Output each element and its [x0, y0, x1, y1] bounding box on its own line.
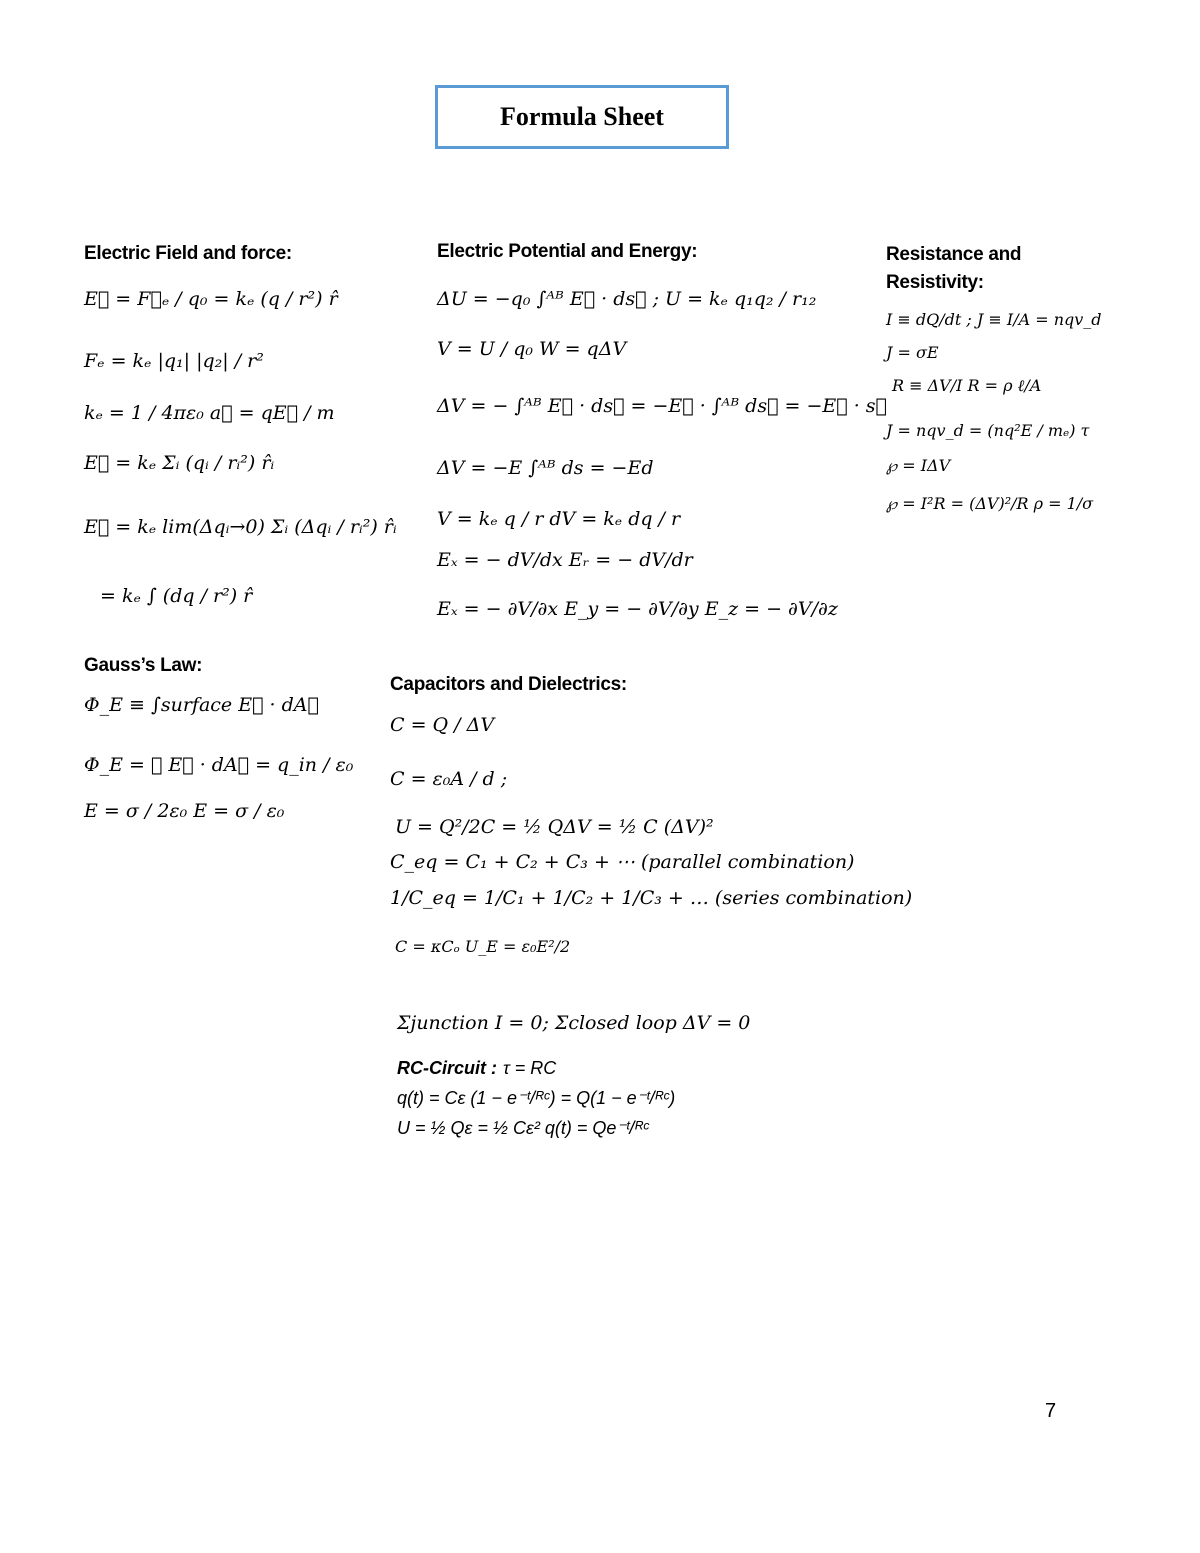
capacitors-line-4: C_eq = C₁ + C₂ + C₃ + ⋯ (parallel combination) [390, 851, 855, 873]
field-line-4: E⃗ = kₑ Σᵢ (qᵢ / rᵢ²) r̂ᵢ [84, 452, 275, 474]
potential-line-3: ΔV = − ∫ᴬᴮ E⃗ · ds⃗ = −E⃗ · ∫ᴬᴮ ds⃗ = −E⃗ · s⃗ [437, 395, 887, 417]
potential-line-5: V = kₑ q / r dV = kₑ dq / r [437, 508, 681, 530]
resistance-line-1: I ≡ dQ/dt ; J ≡ I/A = nqv_d [886, 310, 1102, 329]
potential-line-2: V = U / q₀ W = qΔV [437, 338, 627, 360]
field-line-2: Fₑ = kₑ |q₁| |q₂| / r² [84, 350, 264, 372]
title-box [435, 85, 729, 149]
circuits-line-1: Σjunction I = 0; Σclosed loop ΔV = 0 [397, 1012, 751, 1034]
field-line-1: E⃗ = F⃗ₑ / q₀ = kₑ (q / r²) r̂ [84, 288, 338, 310]
field-line-5: E⃗ = kₑ lim(Δqᵢ→0) Σᵢ (Δqᵢ / rᵢ²) r̂ᵢ [84, 516, 397, 538]
rc-tau: τ = RC [503, 1058, 557, 1078]
rc-energy: U = ½ Qε = ½ Cε² q(t) = Qe⁻ᵗ/ᴿᶜ [397, 1118, 650, 1138]
gauss-line-1: Φ_E ≡ ∫surface E⃗ · dA⃗ [84, 694, 319, 716]
capacitors-heading: Capacitors and Dielectrics: [390, 674, 627, 695]
capacitors-line-1: C = Q / ΔV [390, 714, 495, 736]
potential-line-1: ΔU = −q₀ ∫ᴬᴮ E⃗ · ds⃗ ; U = kₑ q₁q₂ / r₁₂ [437, 288, 817, 310]
resistance-line-4: J = nqv_d = (nq²E / mₑ) τ [886, 421, 1090, 440]
page-title: Formula Sheet [500, 102, 664, 131]
capacitors-line-2: C = ε₀A / d ; [390, 768, 508, 790]
gauss-line-2: Φ_E = ∮ E⃗ · dA⃗ = q_in / ε₀ [84, 754, 354, 776]
potential-heading: Electric Potential and Energy: [437, 241, 698, 262]
resistance-line-6: ℘ = I²R = (ΔV)²/R ρ = 1/σ [886, 494, 1094, 513]
potential-line-6: Eₓ = − dV/dx Eᵣ = − dV/dr [437, 549, 693, 571]
potential-line-4: ΔV = −E ∫ᴬᴮ ds = −Ed [437, 457, 654, 479]
rc-circuit-label: RC-Circuit : [397, 1058, 497, 1078]
capacitors-line-3: U = Q²/2C = ½ QΔV = ½ C (ΔV)² [395, 816, 714, 838]
resistance-heading: Resistance and Resistivity: [886, 244, 1022, 293]
resistance-line-2: J = σE [886, 343, 939, 362]
page-number: 7 [1045, 1400, 1057, 1422]
gauss-heading: Gauss’s Law: [84, 655, 203, 676]
resistance-line-3: R ≡ ΔV/I R = ρ ℓ/A [892, 376, 1042, 395]
potential-line-7: Eₓ = − ∂V/∂x E_y = − ∂V/∂y E_z = − ∂V/∂z [437, 598, 838, 620]
field-line-6: = kₑ ∫ (dq / r²) r̂ [100, 585, 253, 607]
resistance-line-5: ℘ = IΔV [886, 456, 951, 475]
capacitors-line-6: C = κCₒ U_E = ε₀E²/2 [395, 937, 571, 956]
field-heading: Electric Field and force: [84, 243, 292, 264]
capacitors-line-5: 1/C_eq = 1/C₁ + 1/C₂ + 1/C₃ + … (series combination) [390, 887, 913, 909]
field-line-3: kₑ = 1 / 4πε₀ a⃗ = qE⃗ / m [84, 402, 335, 424]
gauss-line-3: E = σ / 2ε₀ E = σ / ε₀ [84, 800, 285, 822]
rc-charge: q(t) = Cε (1 − e⁻ᵗ/ᴿᶜ) = Q(1 − e⁻ᵗ/ᴿᶜ) [397, 1088, 676, 1108]
